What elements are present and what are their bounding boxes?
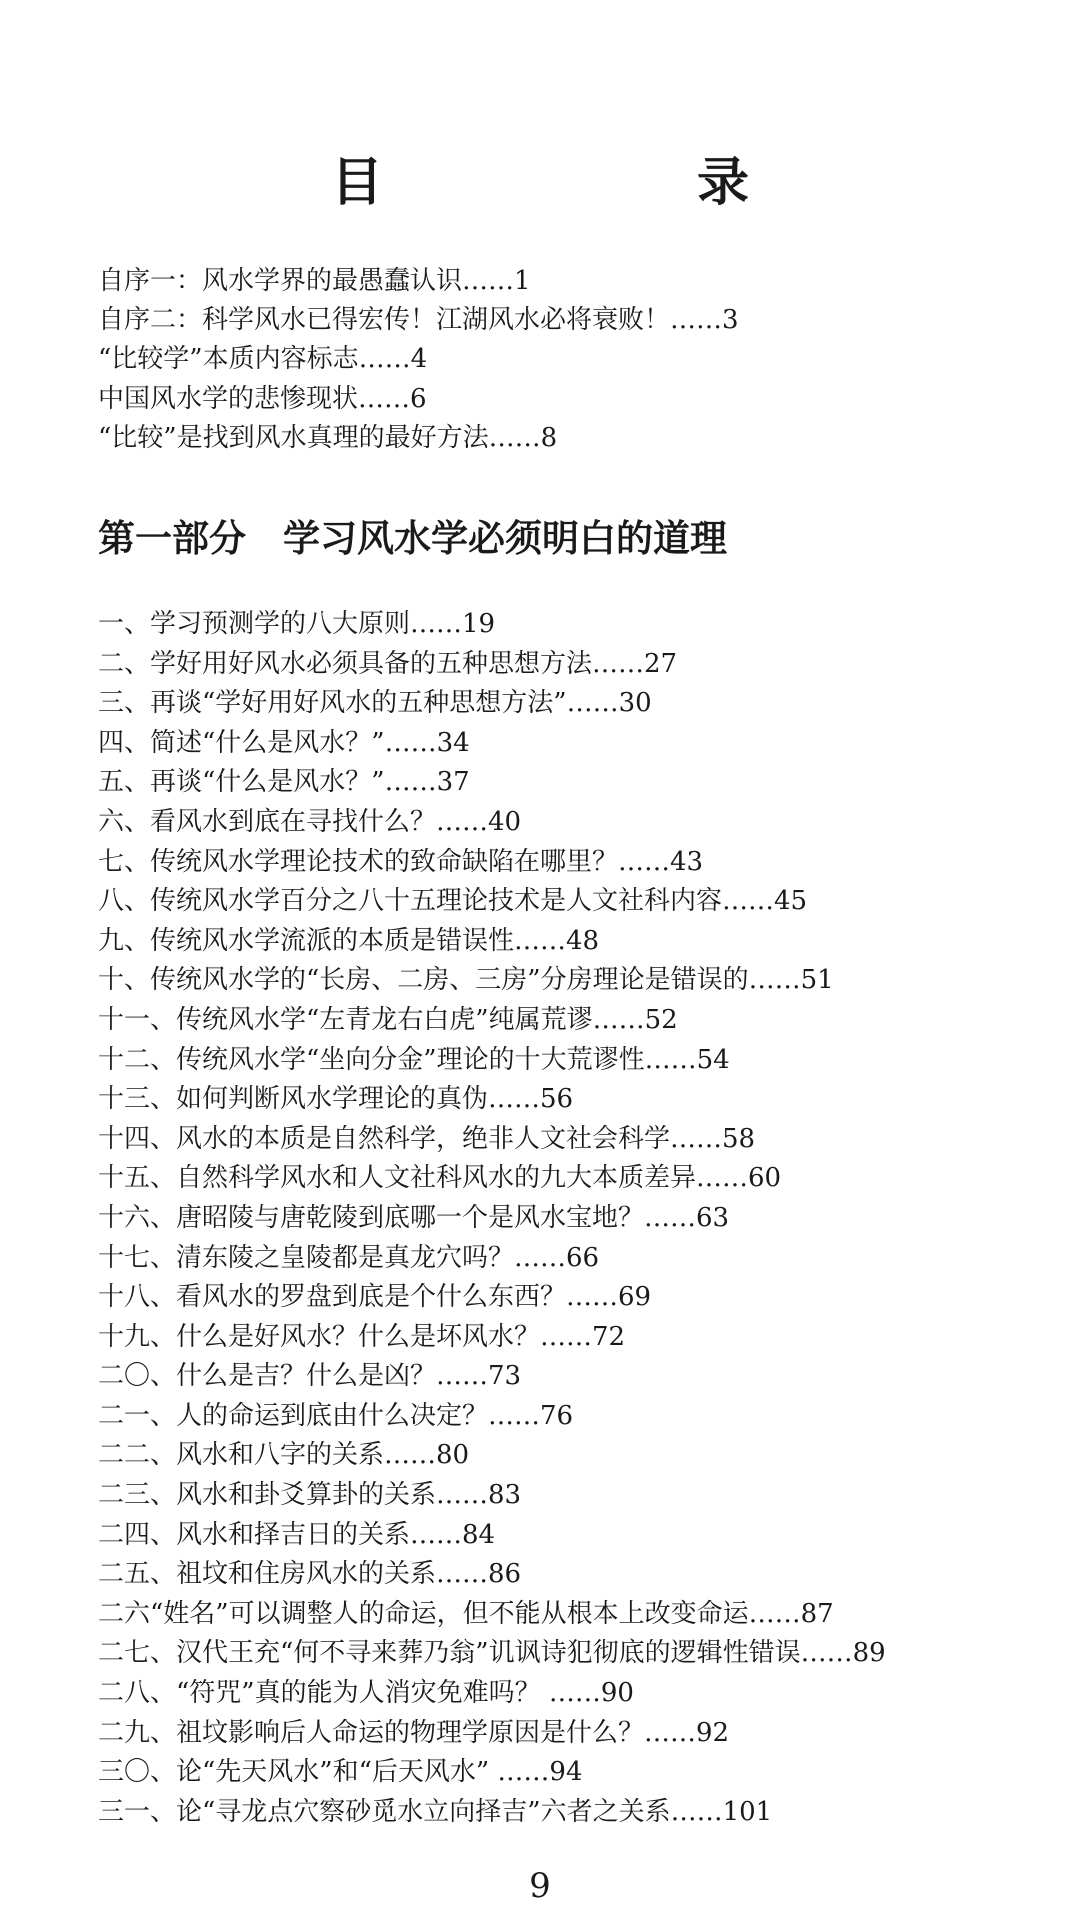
toc-entry: 六、看风水到底在寻找什么？……40 [98,806,522,837]
toc-entry: 二〇、什么是吉？什么是凶？……73 [98,1361,522,1392]
toc-entry: 二五、祖坟和住房风水的关系……86 [98,1559,522,1590]
toc-entry: 自序二：科学风水已得宏传！江湖风水必将衰败！……3 [98,305,739,336]
toc-entry: 十七、清东陵之皇陵都是真龙穴吗？……66 [98,1242,600,1273]
toc-entry: 七、传统风水学理论技术的致命缺陷在哪里？……43 [98,846,704,877]
toc-entry: 十、传统风水学的“长房、二房、三房”分房理论是错误的……51 [98,965,834,996]
toc-entry: 八、传统风水学百分之八十五理论技术是人文社科内容……45 [98,886,808,917]
toc-entry: 五、再谈“什么是风水？”……37 [98,767,470,798]
toc-entry: 中国风水学的悲惨现状……6 [98,383,427,414]
toc-entry: 十五、自然科学风水和人文社科风水的九大本质差异……60 [98,1163,782,1194]
toc-entry: 十三、如何判断风水学理论的真伪……56 [98,1084,574,1115]
toc-entry: 十四、风水的本质是自然科学，绝非人文社会科学……58 [98,1123,756,1154]
toc-entry: 十九、什么是好风水？什么是坏风水？……72 [98,1321,626,1352]
toc-entry: 二九、祖坟影响后人命运的物理学原因是什么？……92 [98,1717,730,1748]
toc-entry: 九、传统风水学流派的本质是错误性……48 [98,925,600,956]
toc-entry: 十一、传统风水学“左青龙右白虎”纯属荒谬……52 [98,1004,678,1035]
toc-entry: 二三、风水和卦爻算卦的关系……83 [98,1480,522,1511]
toc-entry: 二七、汉代王充“何不寻来葬乃翁”讥讽诗犯彻底的逻辑性错误……89 [98,1638,886,1669]
toc-entry: 二、学好用好风水必须具备的五种思想方法……27 [98,648,678,679]
toc-entry: 二六“姓名”可以调整人的命运，但不能从根本上改变命运……87 [98,1598,834,1629]
toc-entry: 自序一：风水学界的最愚蠢认识……1 [98,266,531,296]
part-heading: 第一部分 学习风水学必须明白的道理 [98,517,727,560]
toc-entry: 二八、“符咒”真的能为人消灾免难吗？ ……90 [98,1678,634,1709]
page-title: 目 录 [330,153,819,213]
toc-entry: 二四、风水和择吉日的关系……84 [98,1519,496,1550]
toc-entry: “比较学”本质内容标志……4 [98,344,428,375]
toc-entry: 十二、传统风水学“坐向分金”理论的十大荒谬性……54 [98,1044,730,1075]
preface-list [98,262,1028,458]
toc-entry: 十六、唐昭陵与唐乾陵到底哪一个是风水宝地？……63 [98,1202,730,1233]
toc-entry: 三〇、论“先天风水”和“后天风水” ……94 [98,1757,583,1788]
toc-entry: “比较”是找到风水真理的最好方法……8 [98,422,558,453]
chapter-list [98,605,1028,1832]
toc-entry: 二一、人的命运到底由什么决定？……76 [98,1400,574,1431]
page-number: 9 [529,1866,551,1906]
toc-entry: 三、再谈“学好用好风水的五种思想方法”……30 [98,688,652,719]
toc-entry: 二二、风水和八字的关系……80 [98,1440,470,1471]
toc-entry: 四、简述“什么是风水？”……34 [98,727,470,758]
toc-entry: 三一、论“寻龙点穴察砂觅水立向择吉”六者之关系……101 [98,1796,773,1827]
toc-entry: 十八、看风水的罗盘到底是个什么东西？……69 [98,1282,652,1313]
toc-entry: 一、学习预测学的八大原则……19 [98,609,496,639]
